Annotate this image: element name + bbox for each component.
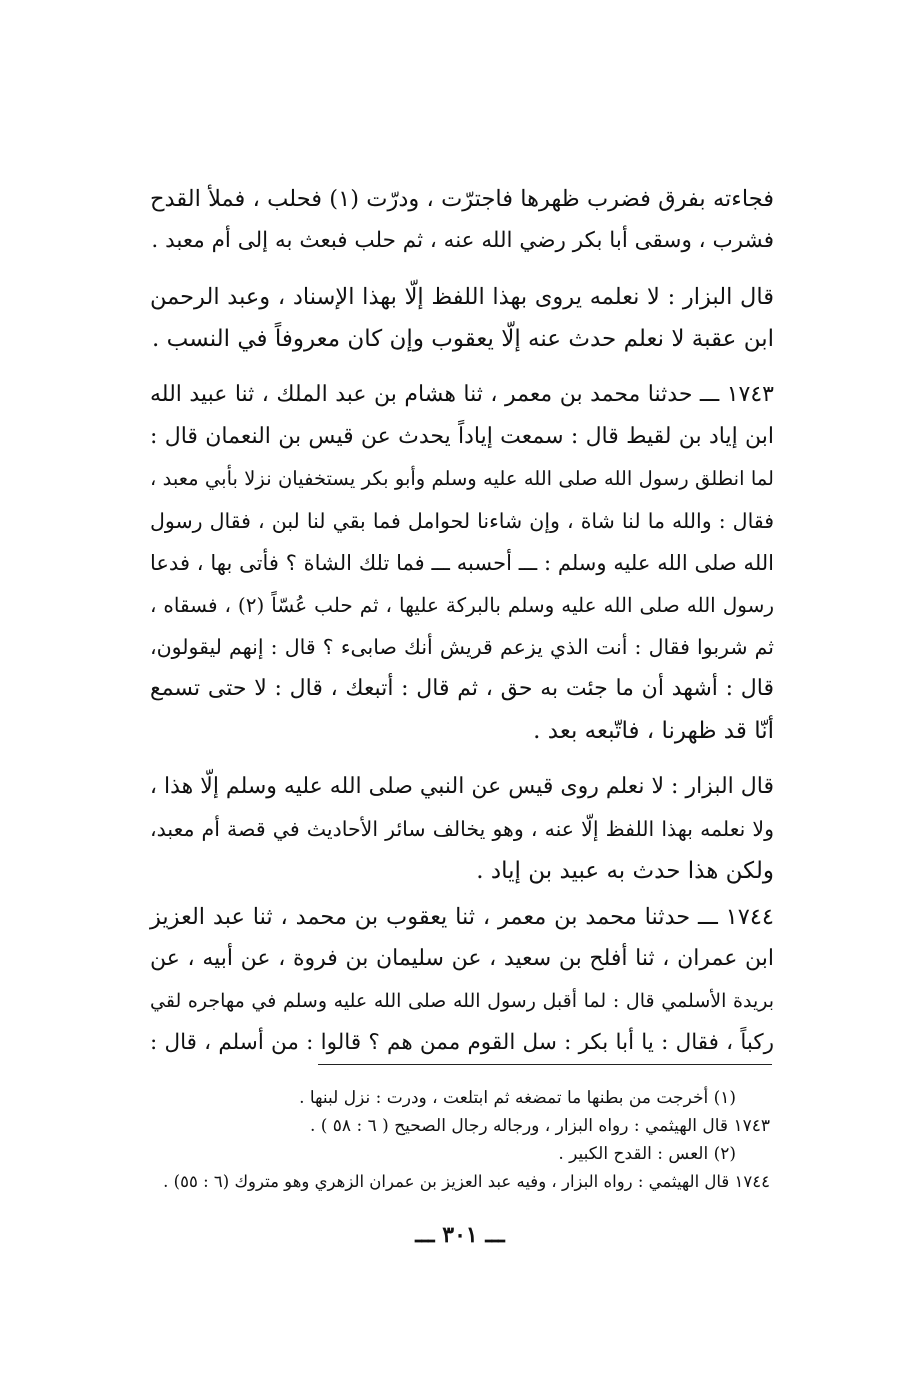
footnote: (٢) العس : القدح الكبير . [558, 1144, 736, 1164]
footnote: (١) أخرجت من بطنها ما تمضغه ثم ابتلعت ، ودرت : نزل لبنها . [299, 1088, 736, 1108]
text-line: أنّا قد ظهرنا ، فاتّبعه بعد . [533, 718, 774, 744]
text-line: بريدة الأسلمي قال : لما أقبل رسول الله صلى الله عليه وسلم في مهاجره لقي [150, 990, 774, 1012]
text-line: الله صلى الله عليه وسلم : ـــ أحسبه ـــ فما تلك الشاة ؟ فأتى بها ، فدعا [150, 551, 774, 575]
text-line: ١٧٤٤ ـــ حدثنا محمد بن معمر ، ثنا يعقوب بن محمد ، ثنا عبد العزيز [150, 904, 774, 930]
text-line: قال : أشهد أن ما جئت به حق ، ثم قال : أتبعك ، قال : لا حتى تسمع [150, 676, 774, 701]
text-line: رسول الله صلى الله عليه وسلم بالبركة عليها ، ثم حلب عُسّاً (٢) ، فسقاه ، [150, 593, 774, 617]
footnote: ١٧٤٤ قال الهيثمي : رواه البزار ، وفيه عبد العزيز بن عمران الزهري وهو متروك (٦ : ٥٥) . [163, 1172, 770, 1191]
text-line: ولا نعلمه بهذا اللفظ إلّا عنه ، وهو يخالف سائر الأحاديث في قصة أم معبد، [150, 817, 774, 841]
text-line: ركباً ، فقال : يا أبا بكر : سل القوم ممن هم ؟ قالوا : من أسلم ، قال : [150, 1030, 774, 1055]
text-line: فشرب ، وسقى أبا بكر رضي الله عنه ، ثم حلب فبعث به إلى أم معبد . [151, 228, 774, 253]
footnote: ١٧٤٣ قال الهيثمي : رواه البزار ، ورجاله رجال الصحيح ( ٦ : ٥٨ ) . [309, 1116, 770, 1136]
page-number: ـــ ٣٠١ ـــ [415, 1222, 505, 1248]
text-line: قال البزار : لا نعلم روى قيس عن النبي صلى الله عليه وسلم إلّا هذا ، [149, 774, 774, 799]
text-line: ١٧٤٣ ـــ حدثنا محمد بن معمر ، ثنا هشام بن عبد الملك ، ثنا عبيد الله [150, 382, 774, 407]
text-line: ابن عمران ، ثنا أفلح بن سعيد ، عن سليمان بن فروة ، عن أبيه ، عن [150, 946, 774, 971]
text-line: لما انطلق رسول الله صلى الله عليه وسلم وأبو بكر يستخفيان نزلا بأبي معبد ، [150, 467, 774, 490]
text-line: ابن إياد بن لقيط قال : سمعت إياداً يحدث عن قيس بن النعمان قال : [150, 424, 774, 449]
text-line: ثم شربوا فقال : أنت الذي يزعم قريش أنك صابىء ؟ قال : إنهم ليقولون، [150, 635, 774, 659]
text-line: قال البزار : لا نعلمه يروى بهذا اللفظ إلّا بهذا الإسناد ، وعبد الرحمن [150, 284, 774, 310]
text-line: ابن عقبة لا نعلم حدث عنه إلّا يعقوب وإن كان معروفاً في النسب . [152, 326, 774, 352]
text-line: فجاءته بفرق فضرب ظهرها فاجترّت ، ودرّت (١) فحلب ، فملأ القدح [150, 186, 775, 212]
text-line: ولكن هذا حدث به عبيد بن إياد . [476, 858, 774, 884]
text-line: فقال : والله ما لنا شاة ، وإن شاءنا لحوامل فما بقي لنا لبن ، فقال رسول [150, 509, 774, 533]
footnote-divider [318, 1064, 772, 1065]
